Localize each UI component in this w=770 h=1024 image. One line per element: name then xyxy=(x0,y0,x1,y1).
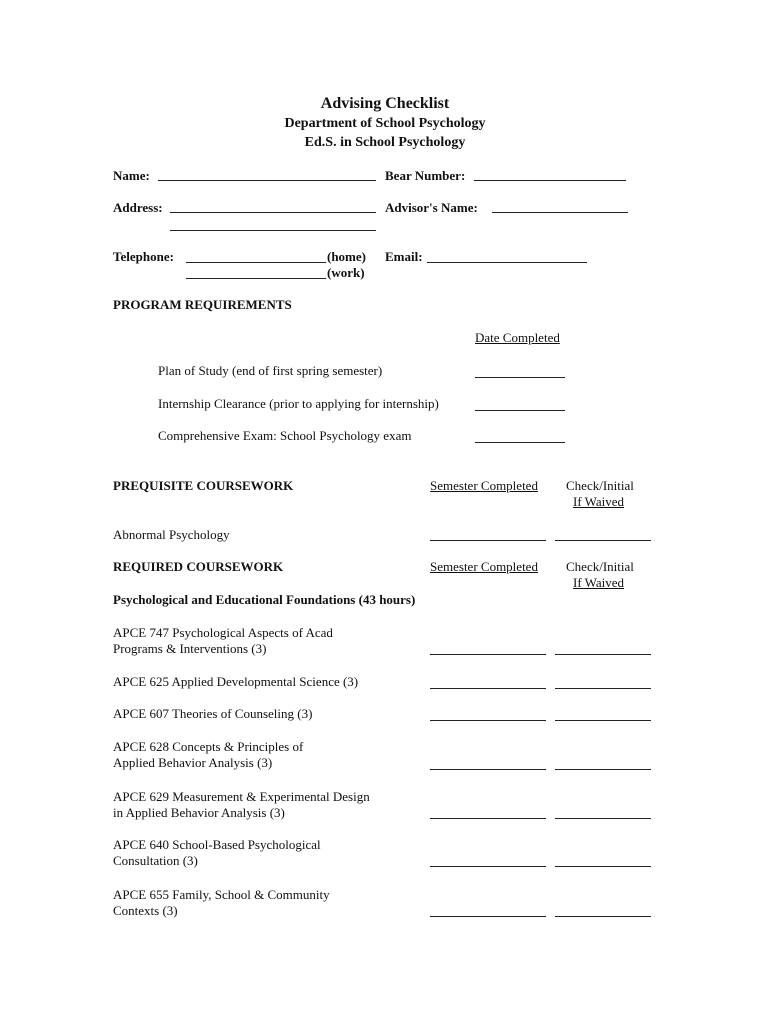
check-initial-field[interactable] xyxy=(555,866,651,867)
semester-field[interactable] xyxy=(430,540,546,541)
bear-number-label: Bear Number: xyxy=(385,168,466,183)
course-line-2: in Applied Behavior Analysis (3) xyxy=(113,805,285,820)
if-waived-header: If Waived xyxy=(573,494,625,509)
home-label: (home) xyxy=(327,249,366,264)
program-requirements-heading: PROGRAM REQUIREMENTS xyxy=(113,297,292,312)
program-date-field[interactable] xyxy=(475,377,565,378)
foundations-subheading: Psychological and Educational Foundations (43 hours) xyxy=(113,592,416,607)
address-label: Address: xyxy=(113,200,163,215)
program-item: Internship Clearance (prior to applying for internship) xyxy=(158,396,439,411)
telephone-work-field[interactable] xyxy=(186,278,326,279)
page-title: Advising Checklist xyxy=(320,95,450,112)
telephone-home-field[interactable] xyxy=(186,262,326,263)
check-initial-field[interactable] xyxy=(555,818,651,819)
semester-field[interactable] xyxy=(430,688,546,689)
check-initial-header: Check/Initial xyxy=(566,559,634,574)
program-item: Plan of Study (end of first spring semester) xyxy=(158,363,383,378)
semester-field[interactable] xyxy=(430,769,546,770)
course-line-1: APCE 747 Psychological Aspects of Acad xyxy=(113,625,333,640)
department-title: Department of School Psychology xyxy=(284,116,486,131)
check-initial-field[interactable] xyxy=(555,916,651,917)
prerequisite-heading: PREQUISITE COURSEWORK xyxy=(113,478,294,493)
email-field[interactable] xyxy=(427,262,587,263)
semester-field[interactable] xyxy=(430,818,546,819)
check-initial-field[interactable] xyxy=(555,688,651,689)
advisor-name-field[interactable] xyxy=(492,212,628,213)
course-line-2: Contexts (3) xyxy=(113,903,178,918)
semester-field[interactable] xyxy=(430,720,546,721)
prerequisite-course: Abnormal Psychology xyxy=(113,527,230,542)
semester-field[interactable] xyxy=(430,916,546,917)
telephone-label: Telephone: xyxy=(113,249,174,264)
check-initial-field[interactable] xyxy=(555,540,651,541)
course-line-2: Consultation (3) xyxy=(113,853,198,868)
course-line-1: APCE 628 Concepts & Principles of xyxy=(113,739,304,754)
address-field-line-1[interactable] xyxy=(170,212,376,213)
course-line-1: APCE 629 Measurement & Experimental Design xyxy=(113,789,370,804)
date-completed-header: Date Completed xyxy=(475,330,560,345)
course-line-2: Programs & Interventions (3) xyxy=(113,641,267,656)
course-line-1: APCE 640 School-Based Psychological xyxy=(113,837,321,852)
bear-number-field[interactable] xyxy=(474,180,626,181)
course-line-1: APCE 655 Family, School & Community xyxy=(113,887,330,902)
course-line-1: APCE 625 Applied Developmental Science (3) xyxy=(113,674,359,689)
check-initial-field[interactable] xyxy=(555,654,651,655)
semester-completed-header: Semester Completed xyxy=(430,478,538,493)
course-line-1: APCE 607 Theories of Counseling (3) xyxy=(113,706,313,721)
course-line-2: Applied Behavior Analysis (3) xyxy=(113,755,273,770)
name-label: Name: xyxy=(113,168,150,183)
program-item: Comprehensive Exam: School Psychology exam xyxy=(158,428,412,443)
check-initial-field[interactable] xyxy=(555,769,651,770)
program-date-field[interactable] xyxy=(475,442,565,443)
semester-field[interactable] xyxy=(430,866,546,867)
address-field-line-2[interactable] xyxy=(170,230,376,231)
program-date-field[interactable] xyxy=(475,410,565,411)
required-heading: REQUIRED COURSEWORK xyxy=(113,559,284,574)
semester-completed-header: Semester Completed xyxy=(430,559,538,574)
if-waived-header: If Waived xyxy=(573,575,625,590)
name-field[interactable] xyxy=(158,180,376,181)
check-initial-field[interactable] xyxy=(555,720,651,721)
work-label: (work) xyxy=(327,265,365,280)
degree-title: Ed.S. in School Psychology xyxy=(304,135,466,150)
email-label: Email: xyxy=(385,249,423,264)
check-initial-header: Check/Initial xyxy=(566,478,634,493)
advisor-name-label: Advisor's Name: xyxy=(385,200,478,215)
semester-field[interactable] xyxy=(430,654,546,655)
